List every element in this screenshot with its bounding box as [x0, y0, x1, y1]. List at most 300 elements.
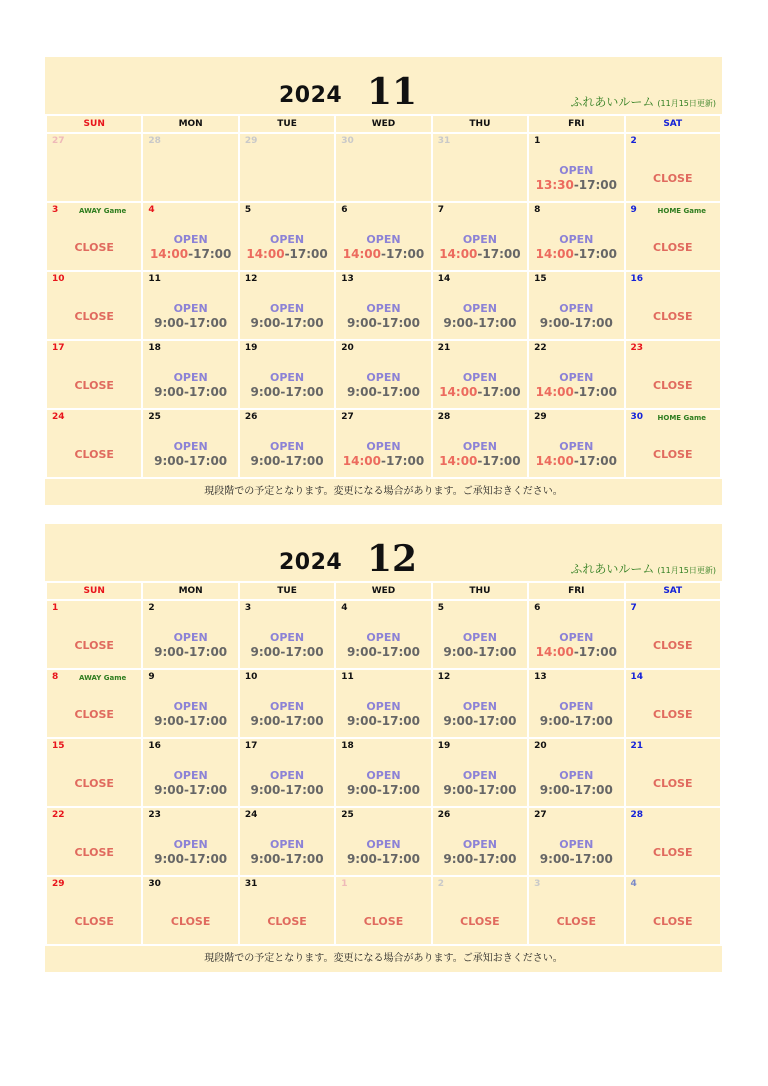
status-open: OPEN [462, 838, 497, 851]
day-number: 29 [244, 136, 258, 146]
opening-hours [336, 316, 430, 330]
end-time: -17:00 [473, 852, 517, 866]
end-time: -17:00 [569, 852, 613, 866]
day-cell [46, 409, 142, 478]
day-cell [239, 202, 335, 271]
start-time: 9:00 [346, 645, 377, 659]
opening-hours [433, 852, 527, 866]
day-number: 11 [148, 274, 161, 284]
day-cell [142, 600, 238, 669]
opening-hours [240, 645, 334, 659]
day-cell [142, 133, 238, 202]
day-cell [335, 271, 431, 340]
year-label: 2024 [279, 550, 343, 575]
status-open: OPEN [559, 631, 594, 644]
weekday-mon: MON [142, 582, 238, 600]
day-cell [46, 340, 142, 409]
opening-hours [143, 385, 237, 399]
weekday-wed: WED [335, 115, 431, 133]
start-time: 9:00 [154, 454, 184, 468]
start-time: 9:00 [443, 714, 474, 728]
end-time: -17:00 [284, 247, 328, 261]
weekday-mon: MON [142, 115, 238, 133]
status-close: CLOSE [653, 379, 693, 392]
day-cell [142, 738, 238, 807]
day-number: 13 [534, 672, 547, 682]
day-cell [239, 738, 335, 807]
end-time: -17:00 [380, 454, 425, 468]
day-number: 1 [534, 136, 541, 146]
day-number: 8 [52, 672, 59, 682]
opening-hours [529, 247, 623, 261]
day-cell [46, 271, 142, 340]
day-number: 31 [244, 879, 258, 889]
opening-hours [240, 852, 334, 866]
day-cell [625, 202, 721, 271]
day-cell [239, 409, 335, 478]
end-time: -17:00 [280, 316, 324, 330]
opening-hours [529, 714, 623, 728]
end-time: -17:00 [376, 645, 420, 659]
status-open: OPEN [173, 233, 208, 246]
status-close: CLOSE [74, 241, 114, 254]
start-time: 9:00 [154, 783, 184, 797]
day-cell [432, 600, 528, 669]
room-title [570, 93, 716, 110]
day-number: 23 [630, 343, 644, 353]
start-time: 9:00 [154, 714, 184, 728]
start-time: 9:00 [539, 783, 570, 797]
day-cell [528, 669, 624, 738]
day-number: 25 [148, 412, 161, 422]
day-number: 18 [341, 741, 354, 751]
weekday-sun: SUN [46, 582, 142, 600]
day-number: 30 [630, 412, 644, 422]
day-cell [528, 738, 624, 807]
day-cell [239, 133, 335, 202]
day-number: 1 [52, 603, 59, 613]
status-open: OPEN [173, 838, 208, 851]
day-number: 15 [534, 274, 547, 284]
day-number: 24 [244, 810, 258, 820]
day-cell [46, 876, 142, 945]
status-close: CLOSE [653, 241, 693, 254]
day-cell [432, 738, 528, 807]
status-close: CLOSE [653, 846, 693, 859]
day-number: 7 [437, 205, 444, 215]
status-open: OPEN [462, 233, 497, 246]
opening-hours [433, 783, 527, 797]
day-cell [142, 669, 238, 738]
calendar-december [45, 524, 722, 972]
status-close: CLOSE [363, 915, 404, 928]
start-time: 9:00 [443, 645, 474, 659]
opening-hours [433, 454, 527, 468]
status-open: OPEN [173, 440, 208, 453]
day-number: 30 [341, 136, 354, 146]
status-open: OPEN [559, 440, 594, 453]
day-number: 28 [148, 136, 161, 146]
day-cell [142, 271, 238, 340]
opening-hours [240, 454, 334, 468]
day-cell [528, 133, 624, 202]
status-open: OPEN [462, 631, 497, 644]
status-close: CLOSE [74, 310, 114, 323]
day-number: 1 [341, 879, 348, 889]
day-cell [239, 271, 335, 340]
end-time: -17:00 [183, 454, 228, 468]
day-number: 25 [341, 810, 354, 820]
day-number: 27 [52, 136, 65, 146]
day-cell [625, 340, 721, 409]
end-time: -17:00 [573, 385, 618, 399]
opening-hours [336, 454, 430, 468]
status-close: CLOSE [74, 915, 114, 928]
opening-hours [143, 247, 237, 261]
start-time: 14:00 [535, 645, 574, 659]
day-cell [335, 409, 431, 478]
day-number: 4 [341, 603, 348, 613]
day-cell [625, 409, 721, 478]
day-number: 23 [148, 810, 161, 820]
calendar-week [46, 133, 721, 202]
weekday-sun: SUN [46, 115, 142, 133]
end-time: -17:00 [477, 385, 521, 399]
opening-hours [143, 783, 237, 797]
status-open: OPEN [269, 302, 305, 315]
end-time: -17:00 [376, 316, 420, 330]
day-number: 11 [341, 672, 354, 682]
day-number: 22 [534, 343, 547, 353]
day-cell [335, 669, 431, 738]
opening-hours [143, 454, 237, 468]
end-time: -17:00 [183, 852, 228, 866]
end-time: -17:00 [376, 385, 420, 399]
end-time: -17:00 [183, 316, 228, 330]
day-cell [432, 340, 528, 409]
start-time: 14:00 [535, 247, 574, 261]
calendar-week [46, 807, 721, 876]
status-open: OPEN [366, 838, 401, 851]
status-close: CLOSE [653, 777, 693, 790]
day-cell [528, 876, 624, 945]
calendar-weeks [46, 600, 721, 945]
day-number: 12 [437, 672, 451, 682]
status-close: CLOSE [170, 915, 211, 928]
weekday-wed: WED [335, 582, 431, 600]
status-open: OPEN [269, 769, 305, 782]
start-time: 14:00 [439, 247, 478, 261]
end-time: -17:00 [280, 852, 324, 866]
game-note: HOME Game [657, 414, 707, 422]
day-number: 20 [341, 343, 354, 353]
status-open: OPEN [462, 769, 497, 782]
day-cell [335, 340, 431, 409]
day-cell [528, 271, 624, 340]
day-number: 16 [630, 274, 644, 284]
opening-hours [240, 783, 334, 797]
weekday-sat: SAT [625, 582, 721, 600]
day-number: 8 [534, 205, 541, 215]
start-time: 9:00 [346, 852, 377, 866]
status-open: OPEN [173, 371, 208, 384]
end-time: -17:00 [477, 247, 521, 261]
status-close: CLOSE [267, 915, 307, 928]
day-cell [46, 600, 142, 669]
status-open: OPEN [366, 700, 401, 713]
end-time: -17:00 [573, 247, 618, 261]
day-number: 2 [630, 136, 637, 146]
opening-hours [143, 852, 237, 866]
day-number: 28 [630, 810, 644, 820]
calendar-week [46, 876, 721, 945]
day-number: 31 [437, 136, 451, 146]
room-title [570, 560, 716, 577]
month-label: 11 [367, 71, 418, 113]
day-number: 26 [244, 412, 258, 422]
weekday-tue: TUE [239, 582, 335, 600]
day-number: 2 [437, 879, 444, 889]
opening-hours [529, 316, 623, 330]
status-open: OPEN [173, 700, 208, 713]
weekday-header-row [46, 115, 721, 133]
calendar-header [45, 57, 722, 114]
start-time: 14:00 [149, 247, 189, 261]
status-open: OPEN [366, 769, 401, 782]
day-cell [46, 202, 142, 271]
calendar-week [46, 409, 721, 478]
status-open: OPEN [462, 302, 497, 315]
end-time: -17:00 [280, 783, 324, 797]
day-cell [239, 876, 335, 945]
day-cell [335, 202, 431, 271]
status-open: OPEN [559, 371, 594, 384]
day-cell [335, 738, 431, 807]
status-close: CLOSE [74, 448, 114, 461]
day-cell [625, 738, 721, 807]
calendar-week [46, 738, 721, 807]
day-number: 21 [437, 343, 451, 353]
status-close: CLOSE [653, 915, 693, 928]
day-number: 20 [534, 741, 547, 751]
day-number: 26 [437, 810, 451, 820]
day-cell [335, 876, 431, 945]
day-number: 10 [52, 274, 65, 284]
status-open: OPEN [462, 700, 497, 713]
opening-hours [240, 385, 334, 399]
day-cell [625, 600, 721, 669]
day-number: 12 [244, 274, 258, 284]
opening-hours [240, 714, 334, 728]
start-time: 9:00 [154, 645, 184, 659]
opening-hours [529, 178, 623, 192]
footer-notice: 現段階での予定となります。変更になる場合があります。ご承知おきください。 [204, 953, 563, 964]
day-number: 19 [437, 741, 451, 751]
end-time: -17:00 [183, 385, 228, 399]
day-cell [239, 340, 335, 409]
start-time: 14:00 [439, 454, 478, 468]
end-time: -17:00 [188, 247, 232, 261]
status-close: CLOSE [653, 448, 693, 461]
opening-hours [336, 645, 430, 659]
opening-hours [433, 247, 527, 261]
end-time: -17:00 [473, 316, 517, 330]
opening-hours [240, 247, 334, 261]
end-time: -17:00 [376, 852, 420, 866]
day-number: 29 [52, 879, 65, 889]
opening-hours [143, 714, 237, 728]
room-label: ふれあいルーム [570, 95, 655, 109]
weekday-tue: TUE [239, 115, 335, 133]
day-cell [432, 133, 528, 202]
day-cell [335, 133, 431, 202]
day-cell [432, 669, 528, 738]
start-time: 14:00 [439, 385, 478, 399]
day-cell [432, 202, 528, 271]
weekday-sat: SAT [625, 115, 721, 133]
day-number: 27 [341, 412, 354, 422]
day-cell [432, 409, 528, 478]
end-time: -17:00 [477, 454, 521, 468]
day-number: 3 [244, 603, 252, 613]
opening-hours [336, 852, 430, 866]
start-time: 9:00 [346, 783, 377, 797]
status-open: OPEN [269, 631, 305, 644]
day-number: 17 [244, 741, 258, 751]
end-time: -17:00 [573, 645, 618, 659]
calendar-november [45, 57, 722, 505]
day-number: 18 [148, 343, 161, 353]
game-note: AWAY Game [79, 207, 127, 215]
start-time: 9:00 [250, 783, 281, 797]
day-number: 19 [244, 343, 258, 353]
opening-hours [336, 247, 430, 261]
day-cell [432, 807, 528, 876]
start-time: 14:00 [246, 247, 285, 261]
day-cell [142, 807, 238, 876]
calendar-grid [45, 581, 722, 946]
opening-hours [240, 316, 334, 330]
end-time: -17:00 [280, 645, 324, 659]
start-time: 9:00 [250, 852, 281, 866]
calendar-grid [45, 114, 722, 479]
day-number: 9 [630, 205, 637, 215]
calendar-weeks [46, 133, 721, 478]
status-open: OPEN [559, 769, 594, 782]
start-time: 14:00 [342, 454, 381, 468]
day-cell [625, 876, 721, 945]
end-time: -17:00 [380, 247, 425, 261]
opening-hours [143, 316, 237, 330]
start-time: 9:00 [539, 852, 570, 866]
status-open: OPEN [173, 631, 208, 644]
start-time: 9:00 [154, 385, 184, 399]
end-time: -17:00 [280, 714, 324, 728]
status-close: CLOSE [74, 708, 114, 721]
month-label: 12 [367, 538, 418, 580]
game-note: HOME Game [657, 207, 707, 215]
end-time: -17:00 [183, 645, 228, 659]
day-cell [625, 807, 721, 876]
day-number: 4 [630, 879, 637, 889]
day-cell [142, 409, 238, 478]
footer-notice: 現段階での予定となります。変更になる場合があります。ご承知おきください。 [204, 486, 563, 497]
room-label: ふれあいルーム [570, 562, 655, 576]
status-open: OPEN [462, 371, 497, 384]
weekday-fri: FRI [528, 582, 624, 600]
start-time: 9:00 [443, 783, 474, 797]
day-number: 22 [52, 810, 65, 820]
day-number: 29 [534, 412, 547, 422]
day-number: 14 [437, 274, 451, 284]
day-cell [46, 738, 142, 807]
day-cell [142, 876, 238, 945]
end-time: -17:00 [569, 783, 613, 797]
status-open: OPEN [269, 440, 305, 453]
day-cell [239, 600, 335, 669]
day-cell [625, 133, 721, 202]
status-close: CLOSE [653, 310, 693, 323]
day-number: 7 [630, 603, 637, 613]
start-time: 9:00 [443, 852, 474, 866]
calendar-header [45, 524, 722, 581]
day-cell [528, 202, 624, 271]
start-time: 14:00 [342, 247, 381, 261]
status-close: CLOSE [460, 915, 500, 928]
weekday-fri: FRI [528, 115, 624, 133]
end-time: -17:00 [280, 454, 324, 468]
start-time: 9:00 [250, 454, 281, 468]
status-open: OPEN [269, 233, 305, 246]
update-note: (11月15日更新) [657, 566, 716, 575]
calendar-week [46, 600, 721, 669]
end-time: -17:00 [573, 454, 618, 468]
day-cell [46, 133, 142, 202]
start-time: 9:00 [346, 714, 377, 728]
start-time: 9:00 [250, 645, 281, 659]
status-open: OPEN [269, 838, 305, 851]
opening-hours [529, 783, 623, 797]
status-open: OPEN [366, 440, 401, 453]
calendar-week [46, 340, 721, 409]
day-number: 9 [148, 672, 155, 682]
status-open: OPEN [269, 371, 305, 384]
status-close: CLOSE [653, 172, 693, 185]
opening-hours [336, 783, 430, 797]
opening-hours [529, 852, 623, 866]
day-cell [528, 409, 624, 478]
day-number: 30 [148, 879, 161, 889]
status-open: OPEN [173, 302, 208, 315]
opening-hours [143, 645, 237, 659]
day-cell [528, 807, 624, 876]
weekday-thu: THU [432, 115, 528, 133]
day-number: 6 [341, 205, 348, 215]
status-open: OPEN [269, 700, 305, 713]
day-number: 5 [437, 603, 444, 613]
end-time: -17:00 [569, 714, 613, 728]
end-time: -17:00 [473, 714, 517, 728]
start-time: 9:00 [346, 316, 377, 330]
day-number: 10 [244, 672, 258, 682]
day-number: 2 [148, 603, 155, 613]
year-label: 2024 [279, 83, 343, 108]
day-number: 28 [437, 412, 451, 422]
day-number: 15 [52, 741, 65, 751]
weekday-thu: THU [432, 582, 528, 600]
day-cell [528, 600, 624, 669]
start-time: 9:00 [539, 714, 570, 728]
